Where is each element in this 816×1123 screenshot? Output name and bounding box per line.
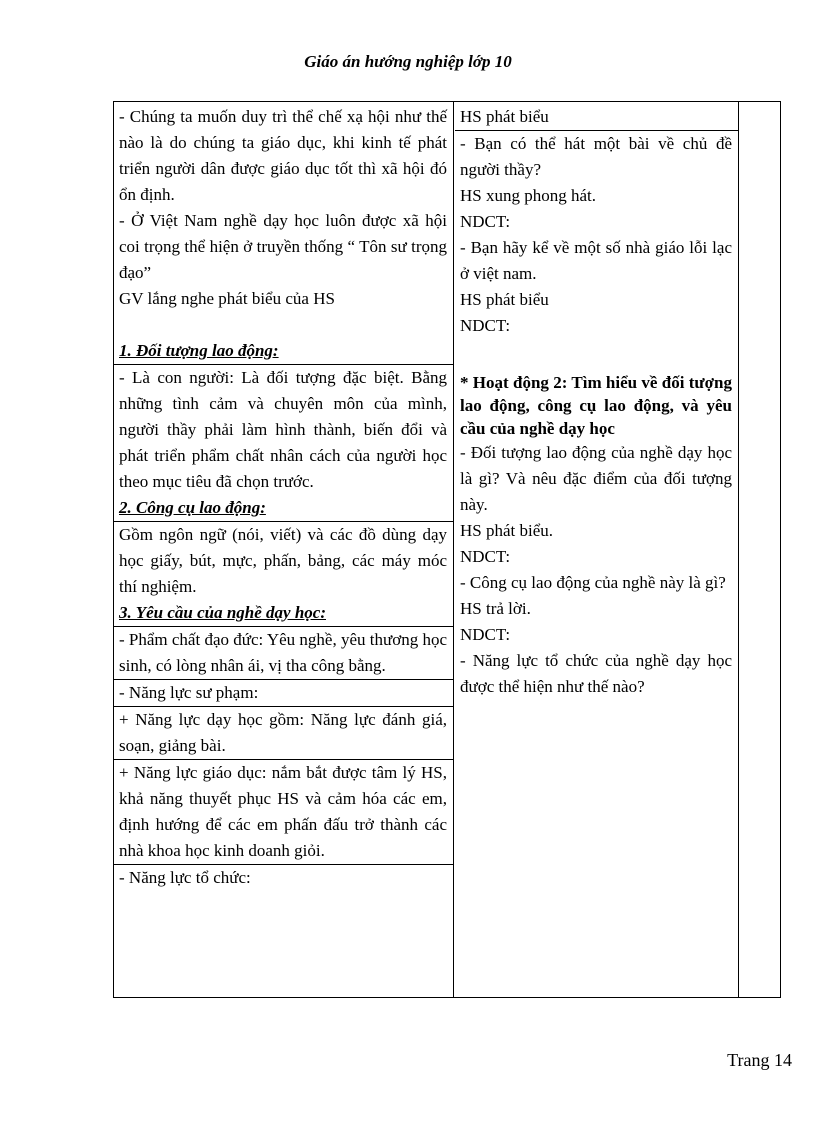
section-heading-labor-object: 1. Đối tượng lao động: bbox=[119, 341, 279, 360]
paragraph: HS phát biểu bbox=[460, 290, 549, 309]
paragraph: - Bạn hãy kể về một số nhà giáo lỗi lạc ở việt nam. bbox=[460, 238, 732, 283]
notes-column bbox=[739, 102, 780, 997]
section-heading-requirements: 3. Yêu cầu của nghề dạy học: bbox=[119, 603, 326, 622]
paragraph: - Đối tượng lao động của nghề dạy học là gì? Và nêu đặc điểm của đối tượng này. bbox=[460, 443, 732, 514]
paragraph: - Năng lực sư phạm: bbox=[119, 683, 259, 702]
paragraph: NDCT: bbox=[460, 212, 511, 231]
paragraph: - Phẩm chất đạo đức: Yêu nghề, yêu thương học sinh, có lòng nhân ái, vị tha công bằng. bbox=[119, 630, 447, 675]
paragraph: GV lắng nghe phát biểu của HS bbox=[119, 289, 335, 308]
paragraph: HS trả lời. bbox=[460, 599, 531, 618]
paragraph: NDCT: bbox=[460, 547, 511, 566]
paragraph: NDCT: bbox=[460, 625, 511, 644]
paragraph: Gồm ngôn ngữ (nói, viết) và các đồ dùng dạy học giấy, bút, mực, phấn, bảng, các máy móc thí nghiệm. bbox=[119, 525, 447, 596]
paragraph: - Là con người: Là đối tượng đặc biệt. Bằng những tình cảm và chuyên môn của mình, người thầy phải làm hình thành, biến đổi và phát triển phẩm chất nhân cách của người học theo mục tiêu đã chọn trước. bbox=[119, 368, 447, 491]
paragraph: - Chúng ta muốn duy trì thể chế xạ hội như thế nào là do chúng ta giáo dục, khi kinh tế phát triển người dân được giáo dục tốt thì xã hội đó ổn định. bbox=[119, 107, 447, 204]
paragraph: NDCT: bbox=[460, 316, 511, 335]
paragraph: - Năng lực tổ chức của nghề dạy học được thể hiện như thế nào? bbox=[460, 651, 732, 696]
paragraph: HS phát biểu bbox=[460, 107, 549, 126]
activity-heading: * Hoạt động 2: Tìm hiểu về đối tượng lao động, công cụ lao động, và yêu cầu của nghề dạy học bbox=[460, 373, 732, 438]
paragraph: HS phát biểu. bbox=[460, 521, 554, 540]
activity-column bbox=[454, 102, 739, 997]
lesson-table bbox=[113, 101, 781, 998]
paragraph: + Năng lực giáo dục: nắm bắt được tâm lý HS, khả năng thuyết phục HS và cảm hóa các em, định hướng để các em phấn đấu trở thành các nhà khoa học kinh doanh giỏi. bbox=[119, 763, 447, 860]
page-number: Trang 14 bbox=[727, 1050, 792, 1070]
page-header-title: Giáo án hướng nghiệp lớp 10 bbox=[304, 52, 512, 71]
paragraph: - Năng lực tổ chức: bbox=[119, 868, 251, 887]
paragraph: - Bạn có thể hát một bài về chủ đề người thầy? bbox=[460, 134, 732, 179]
paragraph: - Ở Việt Nam nghề dạy học luôn được xã hội coi trọng thể hiện ở truyền thống “ Tôn sư trọng đạo” bbox=[119, 211, 447, 282]
paragraph: + Năng lực dạy học gồm: Năng lực đánh giá, soạn, giảng bài. bbox=[119, 710, 447, 755]
paragraph: HS xung phong hát. bbox=[460, 186, 596, 205]
paragraph: - Công cụ lao động của nghề này là gì? bbox=[460, 573, 726, 592]
content-column bbox=[114, 102, 454, 997]
section-heading-labor-tools: 2. Công cụ lao động: bbox=[119, 498, 266, 517]
